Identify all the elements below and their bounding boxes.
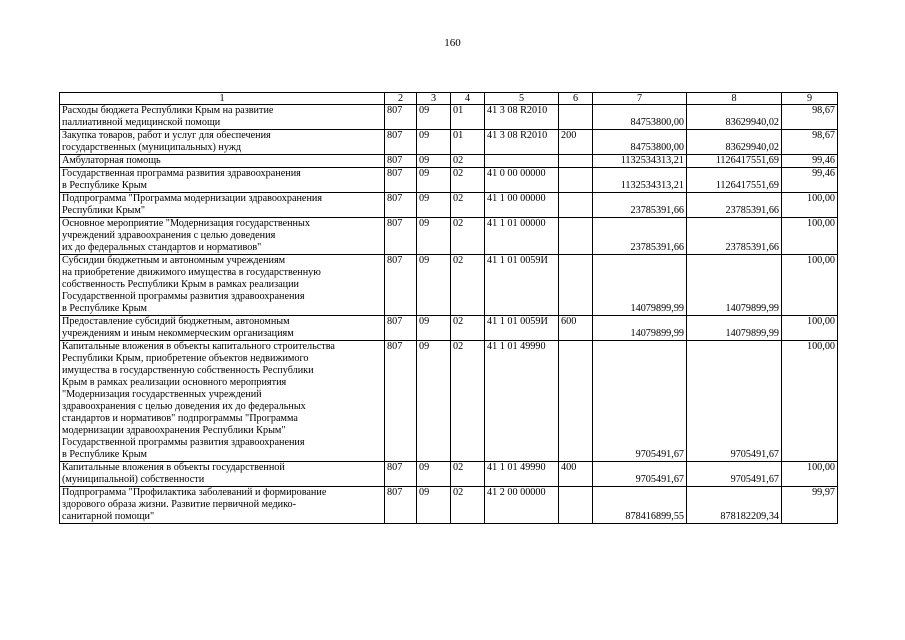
row-name-text: Субсидии бюджетным и автономным учреждениям на приобретение движимого имущества в государственную собственность Республики Крым в рамках реализации Государственной программы развития здравоохранения в Республике Крым [62,255,321,314]
row-subsection-cell: 02 [451,155,485,168]
row-grbs-cell: 807 [385,168,417,193]
table-header-row [60,93,838,105]
row-section-cell: 09 [417,105,451,130]
row-expense-type-cell [559,193,593,218]
row-name-text: Предоставление субсидий бюджетным, автономным учреждениям и иным некоммерческим организациям [62,316,294,339]
table-row [60,487,838,524]
budget-table [59,92,838,524]
row-target-article-cell: 41 1 01 00000 [485,218,559,255]
row-subsection-cell: 02 [451,316,485,341]
row-expense-type-cell: 400 [559,462,593,487]
row-section-cell: 09 [417,218,451,255]
row-subsection-cell: 02 [451,218,485,255]
row-target-article-cell [485,155,559,168]
header-cell-6: 6 [559,93,593,105]
row-percent-cell: 100,00 [782,462,838,487]
row-grbs-cell: 807 [385,155,417,168]
row-name-text: Капитальные вложения в объекты государственной (муниципальной) собственности [62,462,285,485]
row-name-text: Амбулаторная помощь [62,155,161,166]
row-name-text: Капитальные вложения в объекты капитального строительства Республики Крым, приобретение объектов недвижимого имущества в государственную собственность Республики Крым в рамках реализации основного мероприятия "Модернизация государственных учреждений здравоохранения с целью доведения их до федеральных стандартов и нормативов" подпрограммы "Программа модернизации здравоохранения Республики Крым" Государственной программы развития здравоохранения в Республике Крым [62,341,335,460]
row-percent-cell: 100,00 [782,316,838,341]
row-name-text: Подпрограмма "Профилактика заболеваний и формирование здорового образа жизни. Развитие первичной медико- санитарной помощи" [62,487,327,522]
row-name-cell [60,462,385,487]
row-expense-type-cell [559,255,593,316]
row-target-article-cell: 41 3 08 R2010 [485,130,559,155]
row-actual-amount-cell: 23785391,66 [687,193,782,218]
row-expense-type-cell: 200 [559,130,593,155]
row-planned-amount-cell: 14079899,99 [593,316,687,341]
row-subsection-cell: 01 [451,105,485,130]
row-name-cell [60,193,385,218]
row-percent-cell: 100,00 [782,218,838,255]
row-name-cell [60,218,385,255]
row-planned-amount-cell: 23785391,66 [593,193,687,218]
row-subsection-cell: 02 [451,168,485,193]
row-actual-amount-cell: 9705491,67 [687,341,782,462]
row-name-text: Основное мероприятие "Модернизация государственных учреждений здравоохранения с целью доведения их до федеральных стандартов и нормативов" [62,218,310,253]
row-section-cell: 09 [417,193,451,218]
row-actual-amount-cell: 14079899,99 [687,255,782,316]
row-actual-amount-cell: 14079899,99 [687,316,782,341]
row-planned-amount-cell: 23785391,66 [593,218,687,255]
table-row [60,316,838,341]
table-row [60,255,838,316]
row-percent-cell: 98,67 [782,105,838,130]
row-grbs-cell: 807 [385,130,417,155]
row-target-article-cell: 41 1 01 0059И [485,316,559,341]
row-grbs-cell: 807 [385,462,417,487]
row-subsection-cell: 02 [451,193,485,218]
row-actual-amount-cell: 1126417551,69 [687,168,782,193]
row-planned-amount-cell: 878416899,55 [593,487,687,524]
row-expense-type-cell [559,218,593,255]
page-number: 160 [444,37,461,49]
table-row [60,168,838,193]
row-planned-amount-cell: 1132534313,21 [593,168,687,193]
row-name-cell [60,130,385,155]
table-row [60,341,838,462]
row-name-cell [60,155,385,168]
row-planned-amount-cell: 9705491,67 [593,462,687,487]
row-target-article-cell: 41 1 01 0059И [485,255,559,316]
row-section-cell: 09 [417,316,451,341]
table-row [60,193,838,218]
row-name-cell [60,487,385,524]
row-expense-type-cell [559,155,593,168]
row-name-cell [60,316,385,341]
row-actual-amount-cell: 878182209,34 [687,487,782,524]
row-actual-amount-cell: 9705491,67 [687,462,782,487]
row-target-article-cell: 41 1 00 00000 [485,193,559,218]
row-target-article-cell: 41 1 01 49990 [485,462,559,487]
table-row [60,462,838,487]
header-cell-7: 7 [593,93,687,105]
row-expense-type-cell [559,341,593,462]
row-target-article-cell: 41 1 01 49990 [485,341,559,462]
header-cell-1: 1 [60,93,385,105]
row-subsection-cell: 02 [451,255,485,316]
row-actual-amount-cell: 83629940,02 [687,130,782,155]
row-grbs-cell: 807 [385,193,417,218]
row-grbs-cell: 807 [385,487,417,524]
row-actual-amount-cell: 1126417551,69 [687,155,782,168]
row-expense-type-cell [559,487,593,524]
row-target-article-cell: 41 2 00 00000 [485,487,559,524]
row-percent-cell: 100,00 [782,193,838,218]
row-percent-cell: 98,67 [782,130,838,155]
row-percent-cell: 99,97 [782,487,838,524]
row-actual-amount-cell: 83629940,02 [687,105,782,130]
row-name-cell [60,341,385,462]
header-cell-2: 2 [385,93,417,105]
table-row [60,218,838,255]
row-name-text: Государственная программа развития здравоохранения в Республике Крым [62,168,301,191]
row-section-cell: 09 [417,130,451,155]
row-subsection-cell: 02 [451,341,485,462]
row-expense-type-cell [559,105,593,130]
row-grbs-cell: 807 [385,341,417,462]
row-planned-amount-cell: 1132534313,21 [593,155,687,168]
row-expense-type-cell [559,168,593,193]
header-cell-5: 5 [485,93,559,105]
row-percent-cell: 99,46 [782,168,838,193]
row-grbs-cell: 807 [385,255,417,316]
header-cell-8: 8 [687,93,782,105]
header-cell-4: 4 [451,93,485,105]
row-subsection-cell: 01 [451,130,485,155]
row-percent-cell: 100,00 [782,255,838,316]
row-name-cell [60,168,385,193]
row-percent-cell: 100,00 [782,341,838,462]
row-section-cell: 09 [417,462,451,487]
row-percent-cell: 99,46 [782,155,838,168]
header-cell-3: 3 [417,93,451,105]
table-row [60,105,838,130]
row-expense-type-cell: 600 [559,316,593,341]
row-subsection-cell: 02 [451,462,485,487]
table-row [60,130,838,155]
row-name-text: Расходы бюджета Республики Крым на развитие паллиативной медицинской помощи [62,105,274,128]
row-grbs-cell: 807 [385,316,417,341]
row-subsection-cell: 02 [451,487,485,524]
row-section-cell: 09 [417,487,451,524]
row-name-text: Закупка товаров, работ и услуг для обеспечения государственных (муниципальных) нужд [62,130,271,153]
row-target-article-cell: 41 3 08 R2010 [485,105,559,130]
row-name-cell [60,255,385,316]
row-planned-amount-cell: 14079899,99 [593,255,687,316]
row-grbs-cell: 807 [385,218,417,255]
row-grbs-cell: 807 [385,105,417,130]
row-target-article-cell: 41 0 00 00000 [485,168,559,193]
row-name-text: Подпрограмма "Программа модернизации здравоохранения Республики Крым" [62,193,323,216]
row-actual-amount-cell: 23785391,66 [687,218,782,255]
row-planned-amount-cell: 84753800,00 [593,105,687,130]
row-planned-amount-cell: 84753800,00 [593,130,687,155]
row-planned-amount-cell: 9705491,67 [593,341,687,462]
table-row [60,155,838,168]
row-section-cell: 09 [417,155,451,168]
row-name-cell [60,105,385,130]
header-cell-9: 9 [782,93,838,105]
row-section-cell: 09 [417,255,451,316]
row-section-cell: 09 [417,341,451,462]
row-section-cell: 09 [417,168,451,193]
